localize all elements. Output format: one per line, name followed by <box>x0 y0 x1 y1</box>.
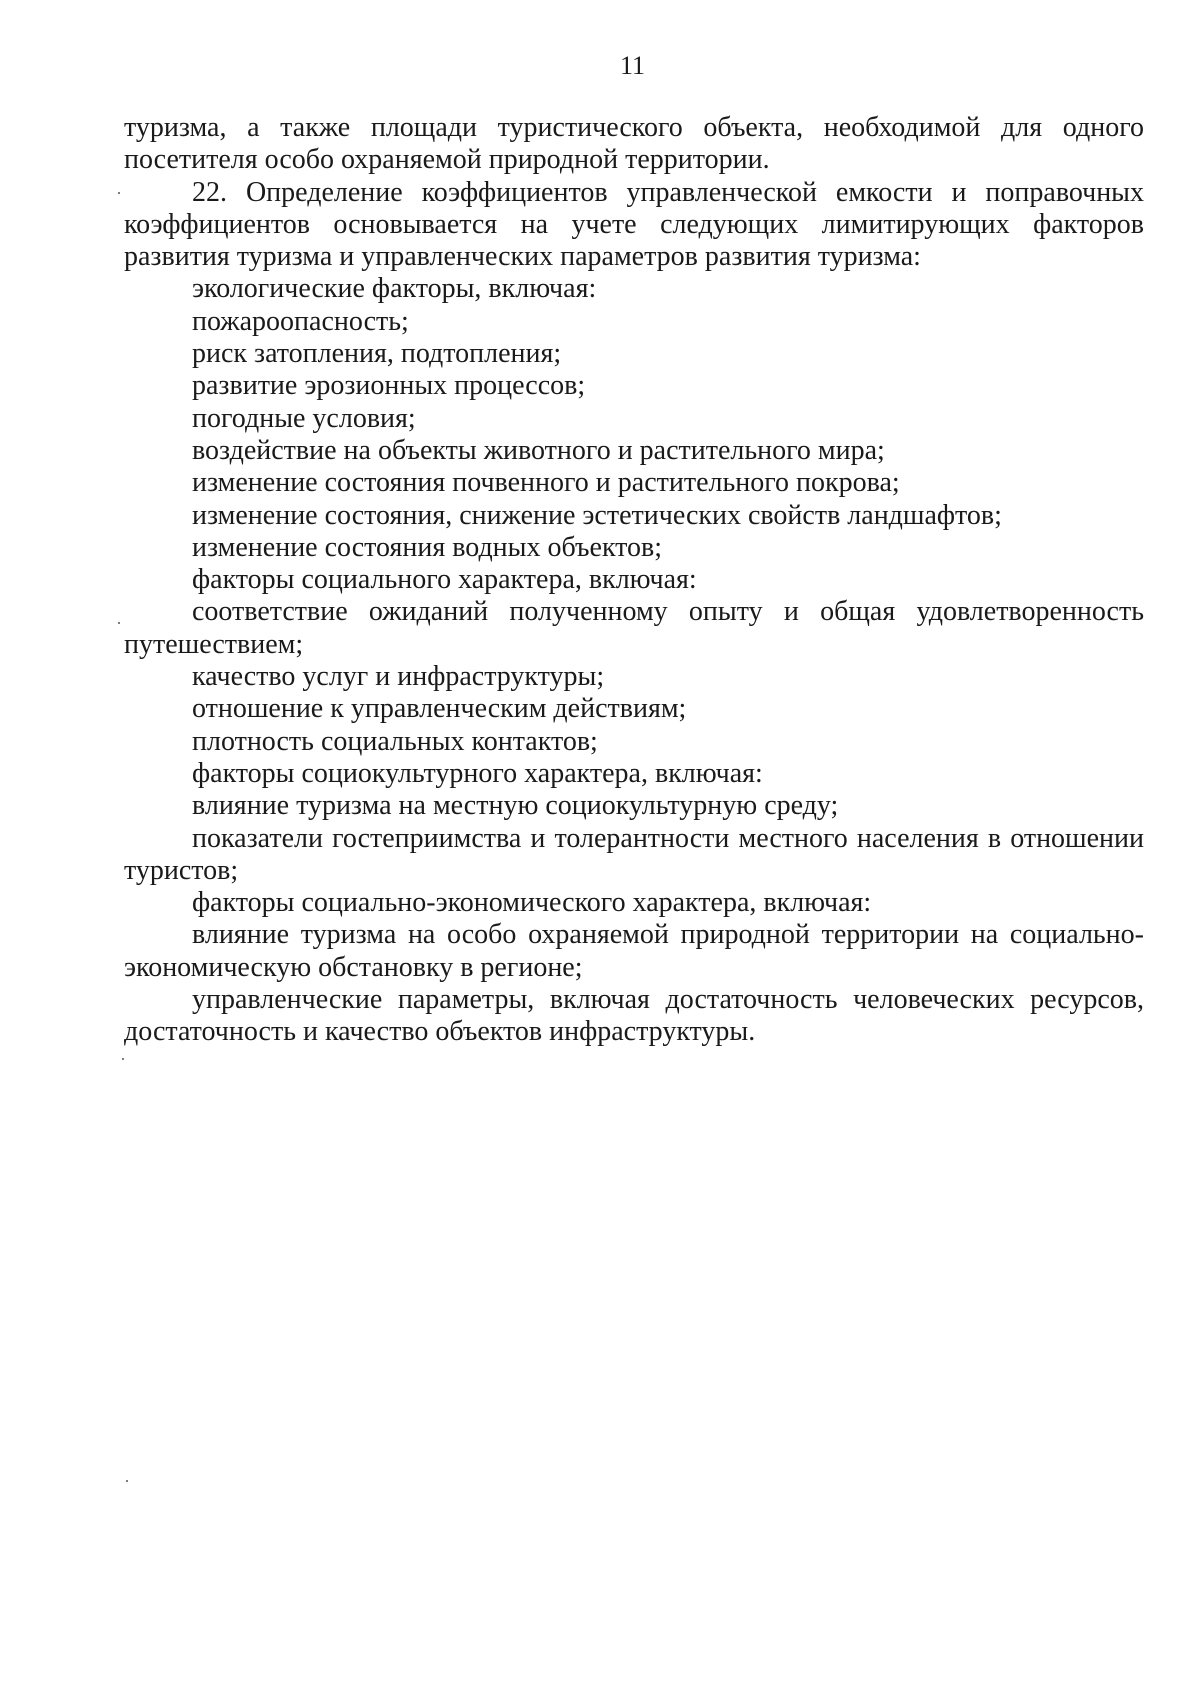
list-item-fire-hazard: пожароопасность; <box>192 305 409 337</box>
list-item-soil-vegetation: изменение состояния почвенного и растительного покрова; <box>192 467 900 499</box>
list-item-erosion: развитие эрозионных процессов; <box>192 370 586 402</box>
scan-mark <box>126 1480 128 1482</box>
paragraph-tourism-area: туризма, а также площади туристического объекта, необходимой для одного посетителя особо охраняемой природной территории. <box>124 112 1144 176</box>
list-item-socioeconomic-impact: влияние туризма на особо охраняемой природной территории на социально-экономическую обстановку в регионе; <box>124 919 1144 983</box>
list-item-sociocultural-impact: влияние туризма на местную социокультурную среду; <box>192 790 839 822</box>
scan-mark <box>118 622 120 624</box>
scan-mark <box>122 1058 124 1060</box>
list-item-flood-risk: риск затопления, подтопления; <box>192 338 562 370</box>
list-item-hospitality-tolerance: показатели гостеприимства и толерантности местного населения в отношении туристов; <box>124 822 1144 886</box>
scan-mark <box>118 192 120 194</box>
list-item-water-bodies: изменение состояния водных объектов; <box>192 531 663 563</box>
list-item-ecological-factors: экологические факторы, включая: <box>192 273 597 305</box>
list-item-social-factors: факторы социального характера, включая: <box>192 564 697 596</box>
list-item-management-parameters: управленческие параметры, включая достаточность человеческих ресурсов, достаточность и качество объектов инфраструктуры. <box>124 984 1144 1048</box>
list-item-expectations-satisfaction: соответствие ожиданий полученному опыту и общая удовлетворенность путешествием; <box>124 596 1144 660</box>
paragraph-22-coefficients: 22. Определение коэффициентов управленческой емкости и поправочных коэффициентов основывается на учете следующих лимитирующих факторов развития туризма и управленческих параметров развития туризма: <box>124 176 1144 273</box>
page-number: 11 <box>619 51 646 80</box>
list-item-management-attitude: отношение к управленческим действиям; <box>192 693 687 725</box>
list-item-fauna-flora-impact: воздействие на объекты животного и растительного мира; <box>192 434 885 466</box>
list-item-social-contacts: плотность социальных контактов; <box>192 725 598 757</box>
list-item-landscape-aesthetics: изменение состояния, снижение эстетических свойств ландшафтов; <box>192 499 1002 531</box>
list-item-service-quality: качество услуг и инфраструктуры; <box>192 661 605 693</box>
document-body <box>124 112 1144 1049</box>
list-item-socioeconomic-factors: факторы социально-экономического характера, включая: <box>192 887 872 919</box>
list-item-sociocultural-factors: факторы социокультурного характера, включая: <box>192 757 763 789</box>
list-item-weather: погодные условия; <box>192 402 416 434</box>
